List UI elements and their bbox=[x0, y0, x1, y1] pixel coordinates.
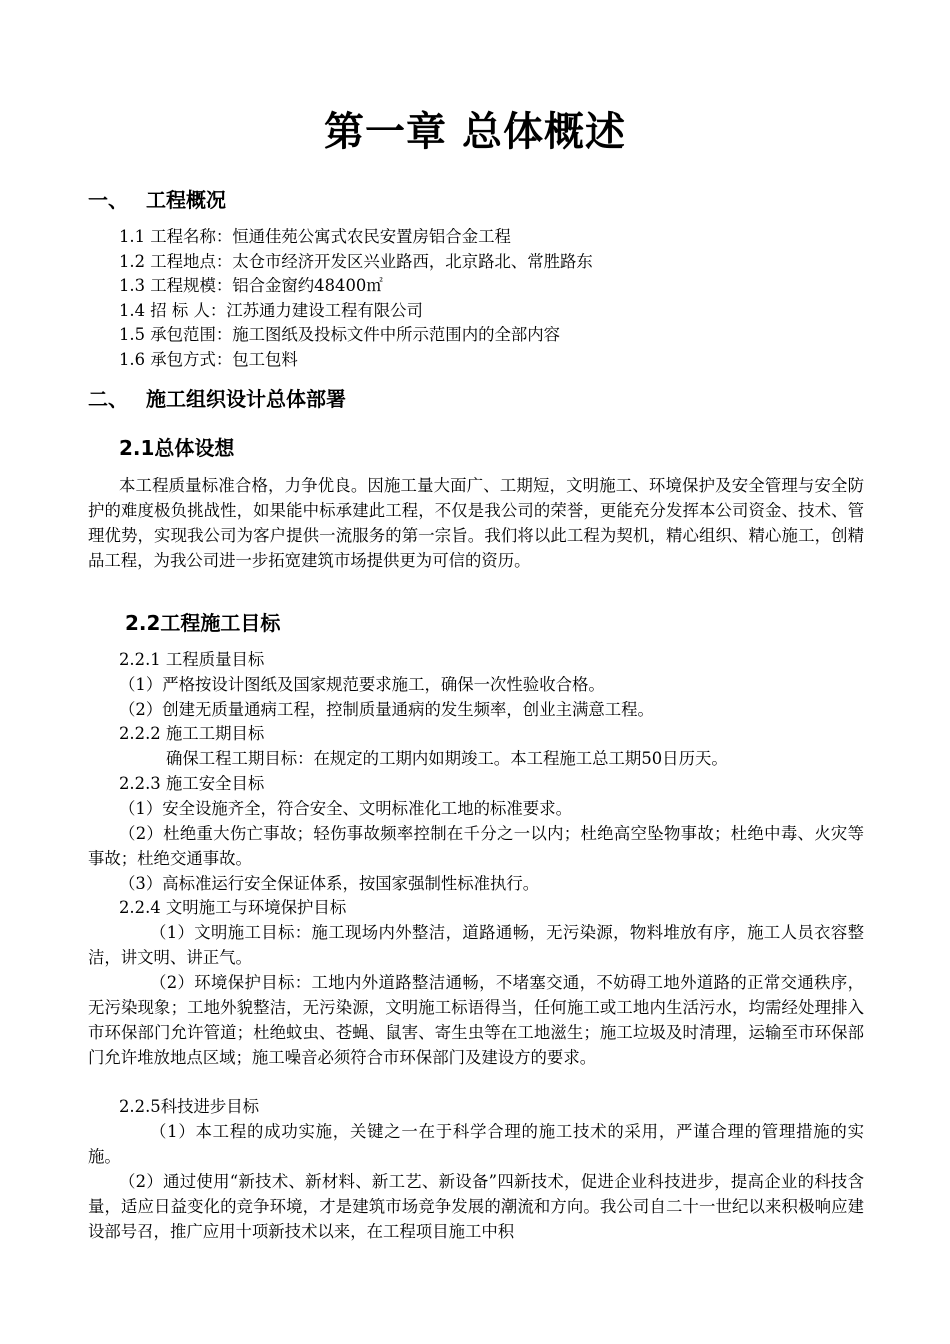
safety-target-item-2: （2）杜绝重大伤亡事故；轻伤事故频率控制在千分之一以内；杜绝高空坠物事故；杜绝中毒、火灾等事故；杜绝交通事故。 bbox=[88, 824, 864, 868]
subsection-2-2-heading: 2.2工程施工目标 bbox=[125, 611, 281, 635]
tenderer-item: 1.4 招 标 人：江苏通力建设工程有限公司 bbox=[119, 301, 423, 320]
environmental-protection-target-item-2: （2）环境保护目标：工地内外道路整洁通畅，不堵塞交通，不妨碍工地外道路的正常交通秩序，无污染现象；工地外貌整洁，无污染源，文明施工标语得当，任何施工或工地内生活污水，均需经处理排入市环保部门允许管道；杜绝蚊虫、苍蝇、鼠害、寄生虫等在工地滋生；施工垃圾及时清理，运输至市环保部门允许堆放地点区域；施工噪音必须符合市环保部门及建设方的要求。 bbox=[88, 973, 864, 1067]
tech-progress-target-item-1: （1）本工程的成功实施，关键之一在于科学合理的施工技术的采用，严谨合理的管理措施的实施。 bbox=[88, 1122, 864, 1166]
civilized-construction-target-title: 2.2.4 文明施工与环境保护目标 bbox=[119, 898, 347, 917]
tech-progress-target-title: 2.2.5科技进步目标 bbox=[119, 1097, 260, 1116]
safety-target-item-1: （1）安全设施齐全，符合安全、文明标准化工地的标准要求。 bbox=[119, 799, 572, 818]
tech-progress-target-item-2: （2）通过使用“新技术、新材料、新工艺、新设备”四新技术，促进企业科技进步，提高企业的科技含量，适应日益变化的竞争环境，才是建筑市场竞争发展的潮流和方向。我公司自二十一世纪以来积极响应建设部号召，推广应用十项新技术以来，在工程项目施工中积 bbox=[88, 1172, 864, 1241]
contract-scope-item: 1.5 承包范围：施工图纸及投标文件中所示范围内的全部内容 bbox=[119, 325, 561, 344]
safety-target-item-3: （3）高标准运行安全保证体系，按国家强制性标准执行。 bbox=[119, 874, 540, 893]
project-scale-item: 1.3 工程规模：铝合金窗约48400㎡ bbox=[119, 276, 383, 295]
contract-mode-item: 1.6 承包方式：包工包料 bbox=[119, 350, 298, 369]
section-1-title: 工程概况 bbox=[146, 188, 226, 212]
overall-concept-paragraph: 本工程质量标准合格，力争优良。因施工量大面广、工期短，文明施工、环境保护及安全管理与安全防护的难度极负挑战性，如果能中标承建此工程，不仅是我公司的荣誉，更能充分发挥本公司资金、技术、管理优势，实现我公司为客户提供一流服务的第一宗旨。我们将以此工程为契机，精心组织、精心施工，创精品工程，为我公司进一步拓宽建筑市场提供更为可信的资历。 bbox=[88, 476, 864, 570]
section-2-title: 施工组织设计总体部署 bbox=[146, 387, 346, 411]
section-2-heading bbox=[88, 386, 346, 412]
quality-target-item-2: （2）创建无质量通病工程，控制质量通病的发生频率，创业主满意工程。 bbox=[119, 700, 654, 719]
subsection-2-1-heading: 2.1总体设想 bbox=[119, 436, 235, 460]
quality-target-item-1: （1）严格按设计图纸及国家规范要求施工，确保一次性验收合格。 bbox=[119, 675, 605, 694]
civilized-construction-target-item-1: （1）文明施工目标：施工现场内外整洁，道路通畅，无污染源，物料堆放有序，施工人员衣容整洁，讲文明、讲正气。 bbox=[88, 923, 864, 967]
section-1-heading bbox=[88, 187, 226, 213]
chapter-title: 第一章 总体概述 bbox=[324, 109, 626, 155]
section-1-number: 一、 bbox=[88, 188, 128, 212]
section-2-number: 二、 bbox=[88, 387, 128, 411]
project-location-item: 1.2 工程地点：太仓市经济开发区兴业路西，北京路北、常胜路东 bbox=[119, 252, 593, 271]
schedule-target-title: 2.2.2 施工工期目标 bbox=[119, 724, 265, 743]
schedule-target-text: 确保工程工期目标：在规定的工期内如期竣工。本工程施工总工期50日历天。 bbox=[166, 749, 728, 768]
safety-target-title: 2.2.3 施工安全目标 bbox=[119, 774, 265, 793]
quality-target-title: 2.2.1 工程质量目标 bbox=[119, 650, 265, 669]
project-name-item: 1.1 工程名称：恒通佳苑公寓式农民安置房铝合金工程 bbox=[119, 227, 511, 246]
